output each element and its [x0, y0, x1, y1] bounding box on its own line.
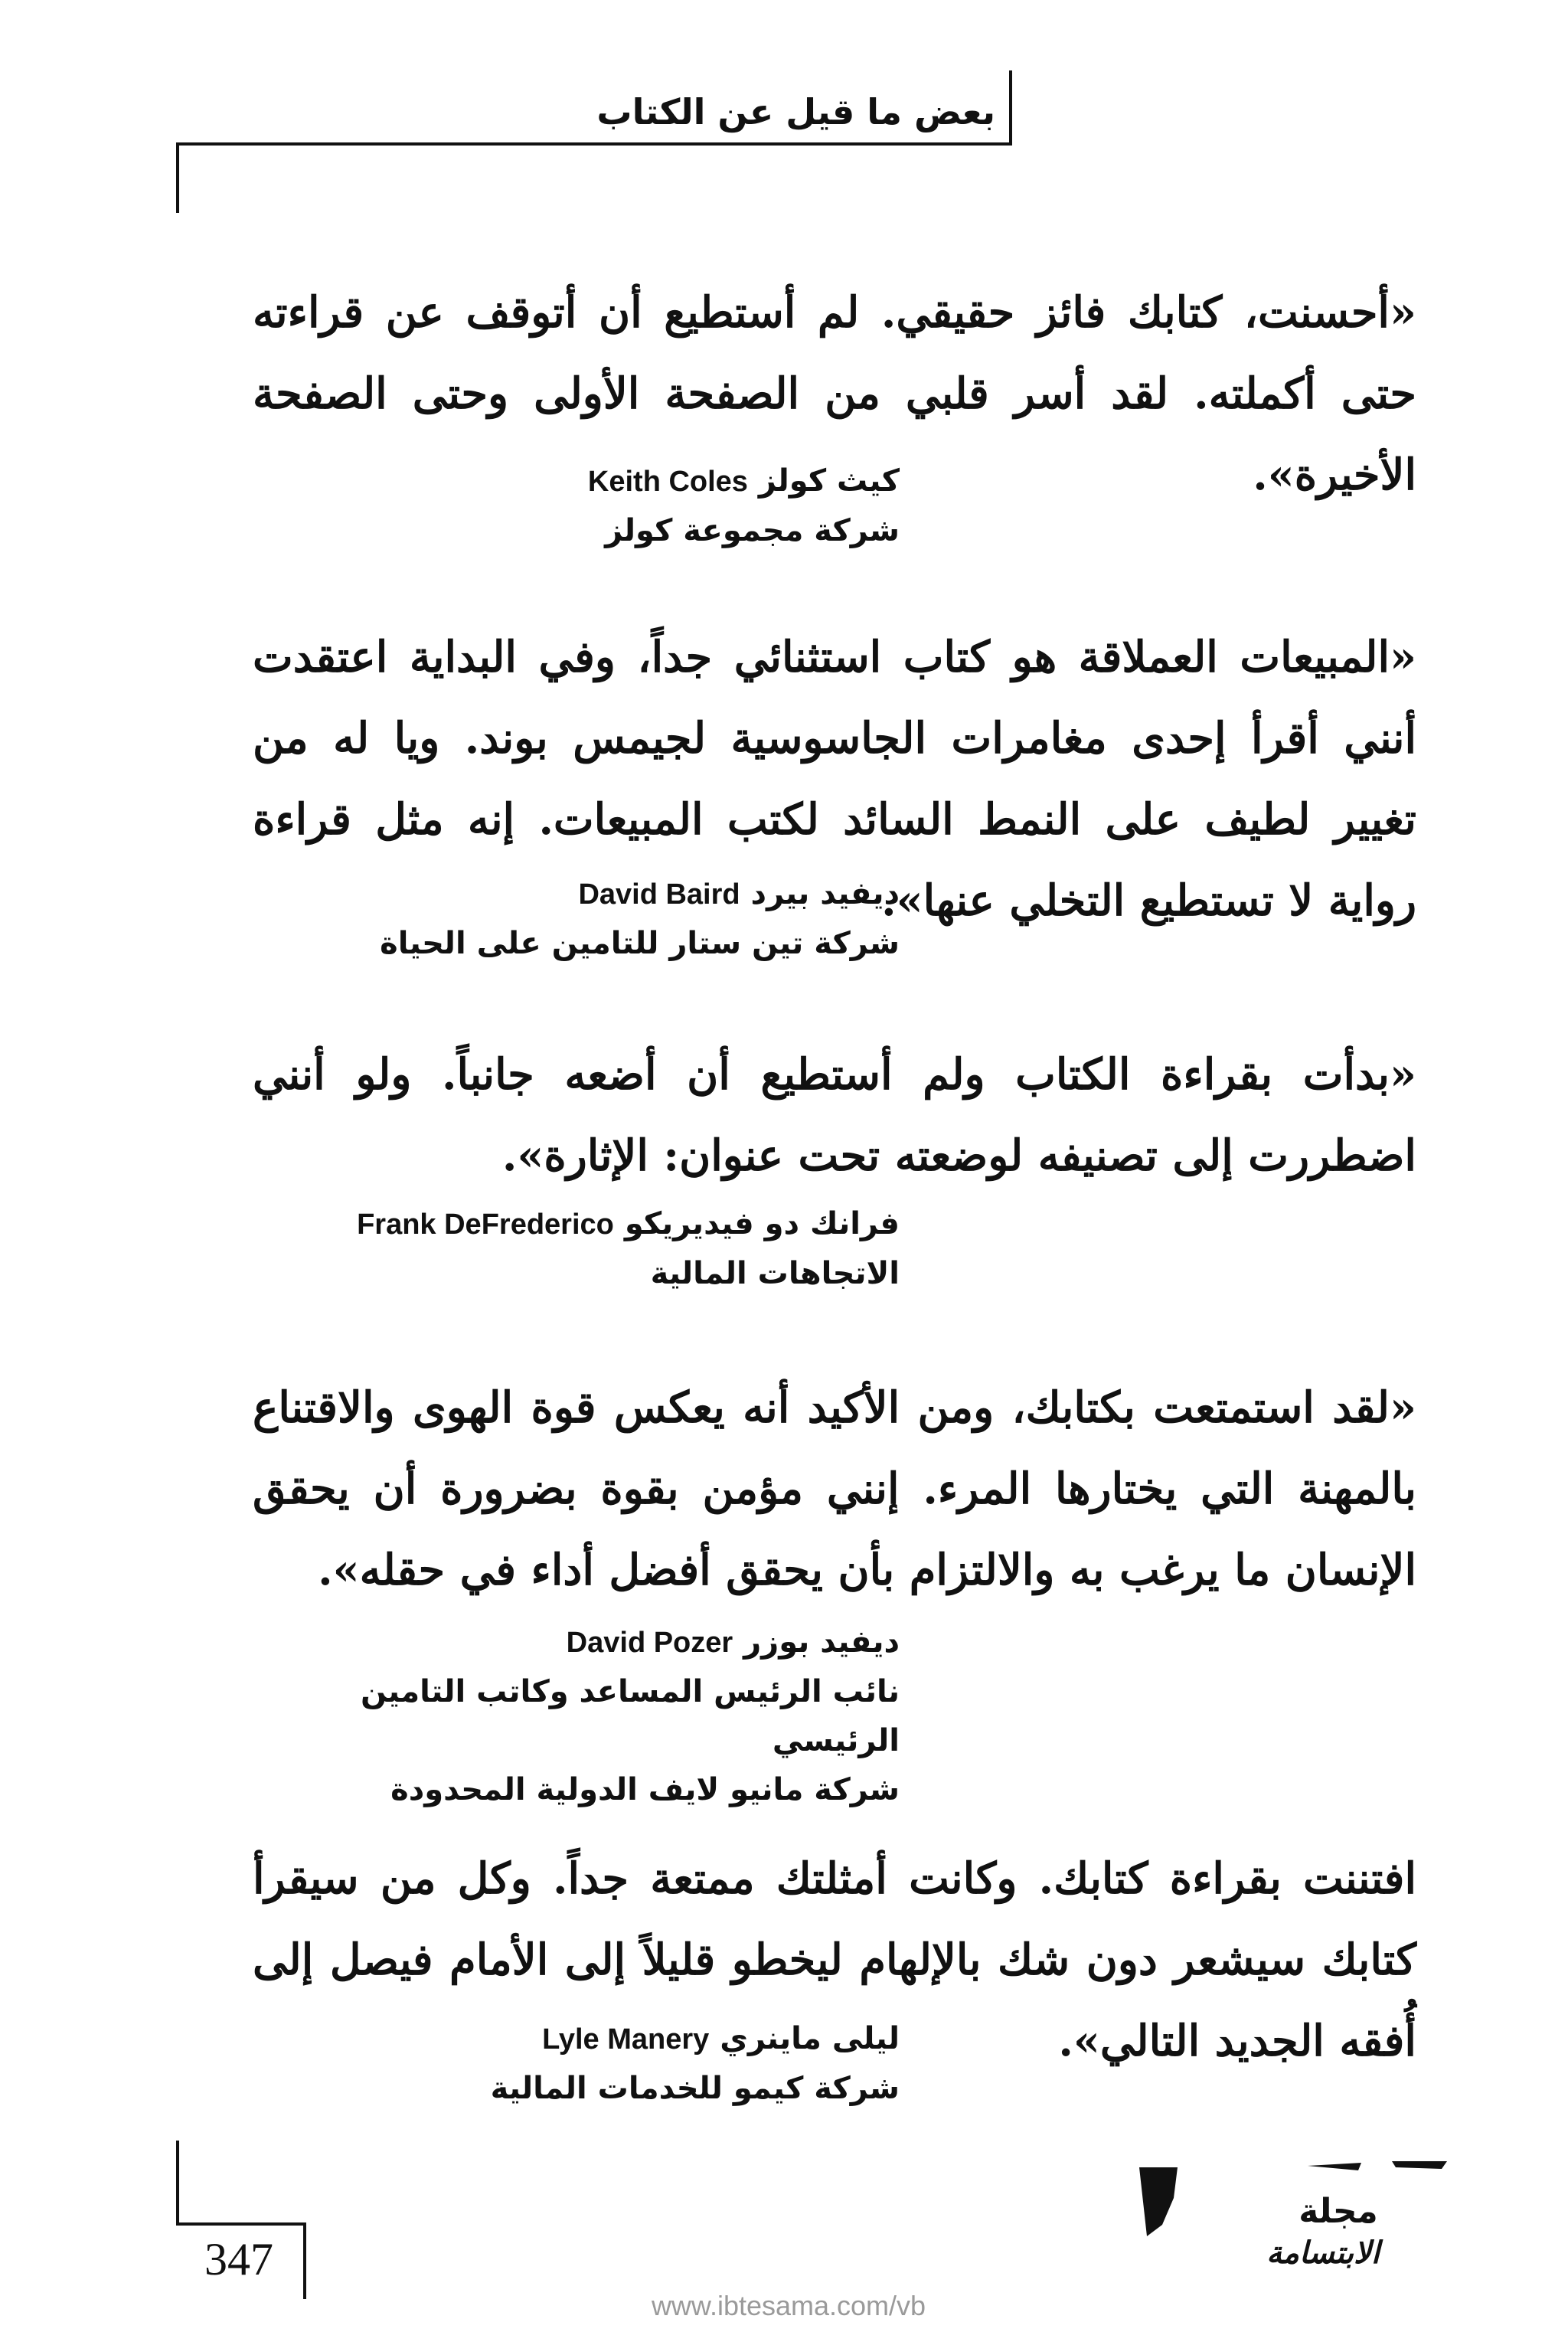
testimonial-quote: [253, 1367, 1416, 1611]
testimonial-attribution: [230, 456, 900, 555]
testimonial-attribution: [230, 2014, 900, 2113]
author-line: [230, 456, 900, 506]
author-line: [230, 2014, 900, 2064]
author-line: [230, 1199, 900, 1249]
author-affiliation: شركة تين ستار للتامين على الحياة: [380, 926, 900, 961]
author-affiliation: شركة مجموعة كولز: [605, 513, 900, 548]
quote-text: «لقد استمتعت بكتابك، ومن الأكيد أنه يعكس قوة الهوى والاقتناع بالمهنة التي يختارها المرء. إنني مؤمن بقوة بضرورة أن يحقق الإنسان ما يرغب به والالتزام بأن يحقق أفضل أداء في حقله».: [253, 1382, 1416, 1595]
author-name-ar: كيث كولز: [758, 463, 900, 499]
author-name-ar: ديفيد بيرد: [750, 876, 900, 911]
header-frame-line: [176, 142, 1012, 146]
watermark-url: www.ibtesama.com/vb: [651, 2290, 926, 2321]
author-name-ar: ليلى ماينري: [720, 2021, 900, 2056]
author-affiliation: نائب الرئيس المساعد وكاتب التامين الرئيسي: [361, 1674, 900, 1758]
author-name-ar: فرانك دو فيديريكو: [624, 1206, 900, 1241]
testimonial-attribution: [230, 1617, 900, 1814]
footer-frame-line: [176, 2141, 179, 2225]
logo-text-line1: مجلة: [1298, 2192, 1378, 2231]
page-number: 347: [204, 2234, 273, 2285]
author-affiliation: شركة مانيو لايف الدولية المحدودة: [390, 1772, 900, 1807]
testimonial-attribution: [230, 1199, 900, 1298]
testimonial-quote: [253, 1034, 1416, 1196]
author-name-en: David Pozer: [566, 1627, 733, 1659]
author-line: [230, 1617, 900, 1667]
author-name-en: Lyle Manery: [542, 2023, 710, 2056]
author-name-en: David Baird: [578, 878, 740, 911]
author-affiliation: شركة كيمو للخدمات المالية: [490, 2071, 900, 2106]
magazine-logo: [1132, 2152, 1453, 2275]
footer-frame-line: [303, 2222, 306, 2299]
logo-text-line2: الابتسامة: [1266, 2236, 1380, 2271]
author-line: [230, 869, 900, 919]
quote-text: «أحسنت، كتابك فائز حقيقي. لم أستطيع أن أتوقف عن قراءته حتى أكملته. لقد أسر قلبي من الصفحة الأولى وحتى الصفحة الأخيرة».: [253, 287, 1416, 500]
quote-text: «المبيعات العملاقة هو كتاب استثنائي جداً، وفي البداية اعتقدت أنني أقرأ إحدى مغامرات الجاسوسية لجيمس بوند. ويا له من تغيير لطيف على النمط السائد لكتب المبيعات. إنه مثل قراءة رواية لا تستطيع التخلي عنها».: [253, 632, 1416, 926]
header-frame-line: [1009, 70, 1012, 144]
testimonial-attribution: [230, 869, 900, 968]
header-frame-line: [176, 142, 179, 213]
quote-text: «بدأت بقراءة الكتاب ولم أستطيع أن أضعه جانباً. ولو أنني اضطررت إلى تصنيفه لوضعته تحت عنوان: الإثارة».: [253, 1049, 1416, 1181]
author-name-en: Frank DeFrederico: [357, 1209, 614, 1241]
author-name-ar: ديفيد بوزر: [743, 1624, 900, 1660]
quote-text: افتننت بقراءة كتابك. وكانت أمثلتك ممتعة جداً. وكل من سيقرأ كتابك سيشعر دون شك بالإلهام ليخطو قليلاً إلى الأمام فيصل إلى أُفقه الجديد التالي».: [253, 1853, 1416, 2066]
running-header-title: بعض ما قيل عن الكتاب: [596, 91, 995, 132]
author-name-en: Keith Coles: [587, 466, 748, 498]
author-affiliation: الاتجاهات المالية: [650, 1256, 900, 1291]
